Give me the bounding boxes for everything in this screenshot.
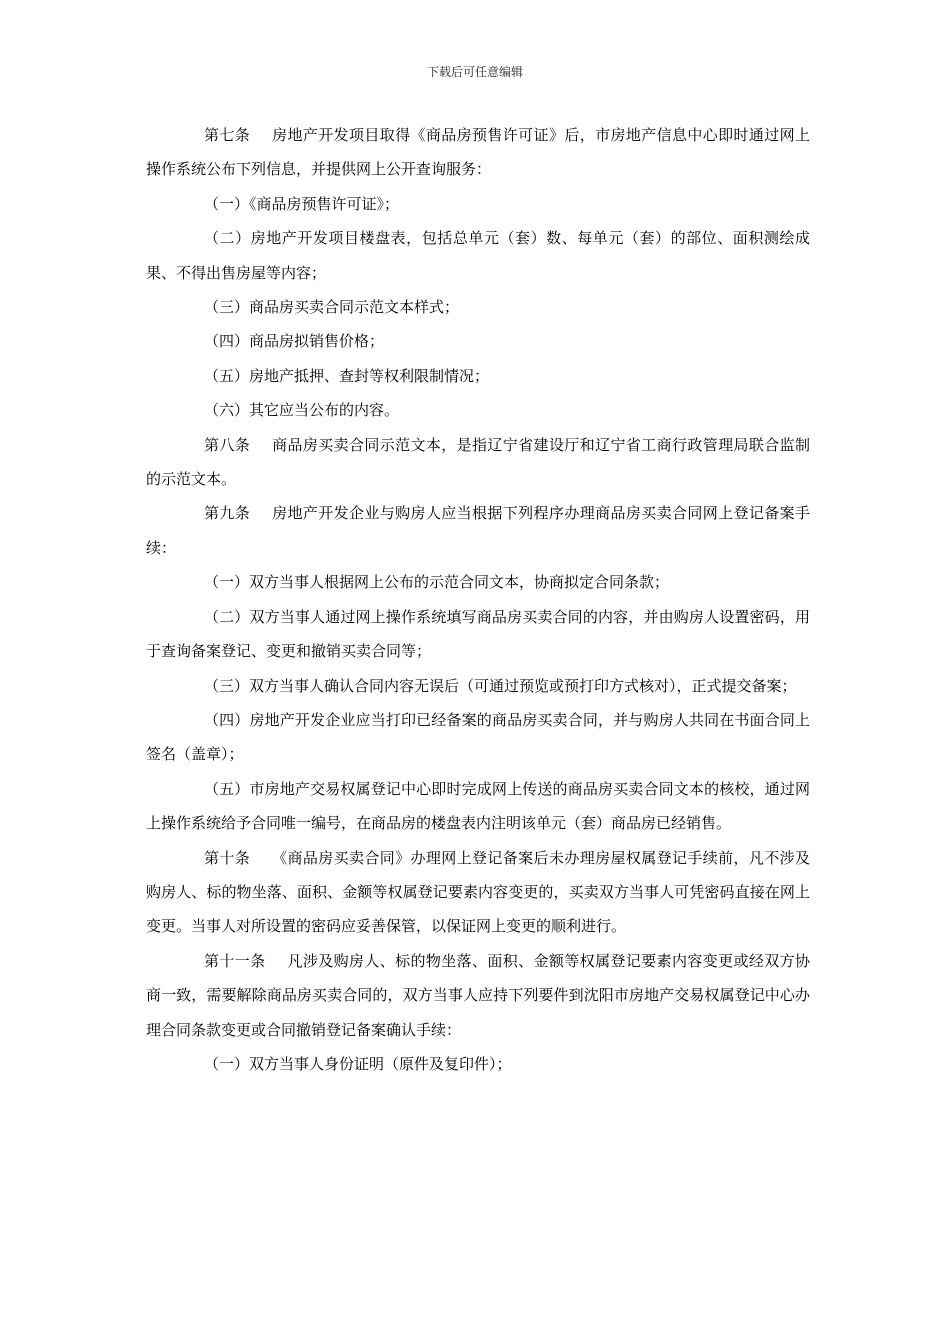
article-text: 房地产开发项目取得《商品房预售许可证》后，市房地产信息中心即时通过网上操作系统公布下列信息，并提供网上公开查询服务： [146, 126, 810, 179]
article-title: 第七条 [204, 126, 251, 144]
article-text: 《商品房买卖合同》办理网上登记备案后未办理房屋权属登记手续前，凡不涉及购房人、标的物坐落、面积、金额等权属登记要素内容变更的，买卖双方当事人可凭密码直接在网上变更。当事人对所设置的密码应妥善保管，以保证网上变更的顺利进行。 [146, 848, 810, 936]
article-7 [146, 118, 810, 187]
list-item: （四）商品房拟销售价格； [204, 332, 385, 351]
list-item: （五）市房地产交易权属登记中心即时完成网上传送的商品房买卖合同文本的核校，通过网上操作系统给予合同唯一编号，在商品房的楼盘表内注明该单元（套）商品房已经销售。 [146, 779, 810, 833]
article-text: 商品房买卖合同示范文本，是指辽宁省建设厅和辽宁省工商行政管理局联合监制的示范文本。 [146, 435, 810, 489]
document-body [146, 118, 810, 1081]
list-item: （一）《商品房预售许可证》； [204, 194, 400, 213]
article-title: 第十一条 [204, 951, 266, 970]
article-text: 凡涉及购房人、标的物坐落、面积、金额等权属登记要素内容变更或经双方协商一致，需要解除商品房买卖合同的，双方当事人应持下列要件到沈阳市房地产交易权属登记中心办理合同条款变更或合同撤销登记备案确认手续： [146, 951, 810, 1039]
list-item: （二）双方当事人通过网上操作系统填写商品房买卖合同的内容，并由购房人设置密码，用于查询备案登记、变更和撤销买卖合同等； [146, 607, 810, 661]
article-8 [146, 428, 810, 497]
article-11 [146, 944, 810, 1047]
article-title: 第八条 [204, 435, 251, 454]
list-item: （二）房地产开发项目楼盘表，包括总单元（套）数、每单元（套）的部位、面积测绘成果、不得出售房屋等内容； [146, 229, 810, 282]
list-item: （五）房地产抵押、查封等权利限制情况； [204, 366, 490, 385]
list-item: （一）双方当事人身份证明（原件及复印件）； [204, 1054, 512, 1073]
page-header: 下载后可任意编辑 [426, 65, 523, 79]
article-title: 第九条 [204, 504, 251, 523]
article-9 [146, 496, 810, 565]
list-item: （三）商品房买卖合同示范文本样式； [204, 298, 460, 317]
article-title: 第十条 [204, 848, 251, 867]
list-item: （四）房地产开发企业应当打印已经备案的商品房买卖合同，并与购房人共同在书面合同上签名（盖章）； [146, 710, 810, 764]
article-10 [146, 841, 810, 944]
list-item: （一）双方当事人根据网上公布的示范合同文本，协商拟定合同条款； [204, 573, 670, 592]
list-item: （三）双方当事人确认合同内容无误后（可通过预览或预打印方式核对），正式提交备案； [204, 676, 797, 695]
list-item: （六）其它应当公布的内容。 [204, 401, 400, 420]
article-text: 房地产开发企业与购房人应当根据下列程序办理商品房买卖合同网上登记备案手续： [146, 504, 810, 557]
